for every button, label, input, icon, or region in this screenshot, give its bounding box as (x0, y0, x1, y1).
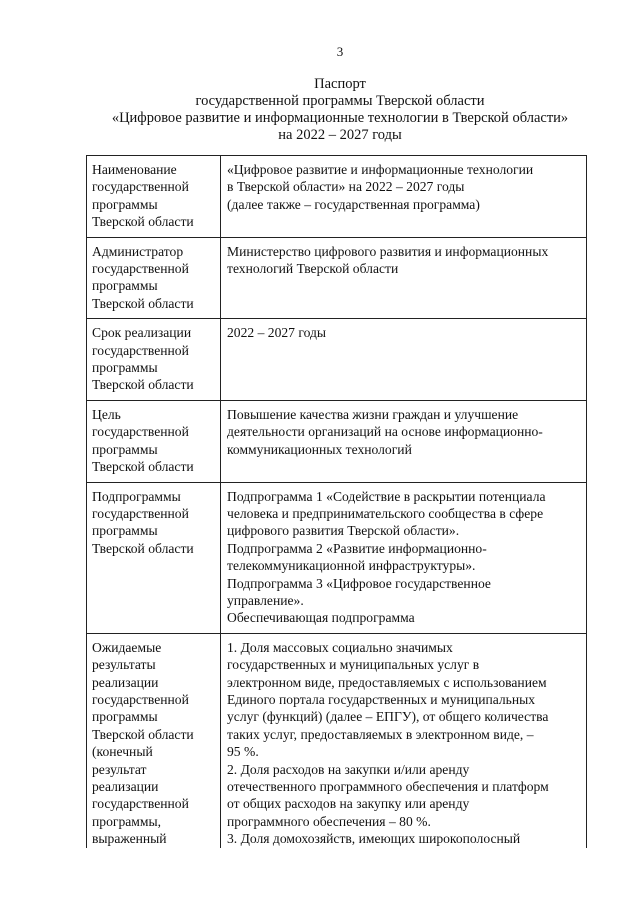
row-value-cell (221, 482, 587, 633)
value-line: Единого портала государственных и муниципальных (227, 691, 536, 707)
table-row (87, 400, 587, 482)
label-line: программы (92, 360, 158, 376)
label-line: (конечный (92, 744, 153, 760)
value-line: человека и предпринимательского сообщества в сфере (227, 505, 544, 521)
label-line: государственной (92, 505, 189, 521)
value-line: телекоммуникационной инфраструктуры». (227, 558, 476, 574)
label-line: программы (92, 441, 158, 457)
value-line: программного обеспечения – 80 %. (227, 813, 431, 829)
title-line: «Цифровое развитие и информационные технологии в Тверской области» (111, 110, 569, 126)
table-row (87, 156, 587, 238)
value-line: управление». (227, 592, 304, 608)
label-line: государственной (92, 179, 189, 195)
value-line: 1. Доля массовых социально значимых (227, 639, 453, 655)
table-row (87, 633, 587, 847)
value-line: Обеспечивающая подпрограмма (227, 610, 415, 626)
value-line: услуг (функций) (далее – ЕПГУ), от общего количества (227, 709, 549, 725)
value-line: таких услуг, предоставляемых в электронном виде, – (227, 726, 534, 742)
row-label-cell (87, 482, 221, 633)
passport-table (86, 155, 587, 848)
value-line: от общих расходов на закупку или аренду (227, 796, 470, 812)
label-line: программы (92, 523, 158, 539)
label-line: Цель (92, 406, 121, 422)
label-line: Тверской области (92, 295, 194, 311)
label-line: Наименование (92, 162, 177, 177)
value-line: отечественного программного обеспечения и платформ (227, 779, 549, 794)
label-line: Тверской области (92, 540, 194, 556)
document-title (0, 76, 640, 144)
value-line: государственных и муниципальных услуг в (227, 657, 480, 673)
label-line: Ожидаемые (92, 639, 162, 655)
label-line: государственной (92, 261, 189, 277)
value-line: Министерство цифрового развития и информационных (227, 243, 549, 259)
row-label-cell (87, 400, 221, 482)
row-label-cell (87, 319, 221, 401)
label-line: государственной (92, 424, 189, 440)
title-line: Паспорт (314, 76, 366, 92)
value-line: технологий Тверской области (227, 261, 399, 277)
label-line: результаты (92, 657, 156, 673)
row-value-cell (221, 237, 587, 319)
table-row (87, 319, 587, 401)
label-line: Подпрограммы (92, 488, 181, 504)
value-line: цифрового развития Тверской области». (227, 523, 460, 539)
value-line: Подпрограмма 3 «Цифровое государственное (227, 575, 491, 591)
label-line: реализации (92, 779, 159, 794)
value-line: 2022 – 2027 годы (227, 325, 327, 341)
label-line: выраженный (92, 831, 167, 847)
passport-table-body (87, 156, 587, 848)
label-line: Тверской области (92, 377, 194, 393)
label-line: государственной (92, 796, 189, 812)
row-value-cell (221, 633, 587, 847)
value-line: 2. Доля расходов на закупки и/или аренду (227, 761, 470, 777)
page-number: 3 (336, 44, 344, 59)
value-line: в Тверской области» на 2022 – 2027 годы (227, 179, 465, 195)
row-value-cell (221, 156, 587, 238)
label-line: Тверской области (92, 459, 194, 475)
table-row (87, 482, 587, 633)
label-line: Срок реализации (92, 325, 192, 341)
value-line: 3. Доля домохозяйств, имеющих широкополосный (227, 831, 521, 847)
value-line: деятельности организаций на основе информационно- (227, 424, 543, 440)
label-line: Администратор (92, 243, 184, 259)
row-label-cell (87, 633, 221, 847)
row-label-cell (87, 237, 221, 319)
label-line: государственной (92, 691, 189, 707)
title-line: государственной программы Тверской области (195, 93, 485, 109)
label-line: программы, (92, 813, 162, 829)
label-line: Тверской области (92, 214, 194, 230)
label-line: программы (92, 196, 158, 212)
title-line: на 2022 – 2027 годы (278, 127, 402, 143)
value-line: коммуникационных технологий (227, 441, 412, 457)
label-line: программы (92, 278, 158, 294)
table-row (87, 237, 587, 319)
row-value-cell (221, 400, 587, 482)
label-line: программы (92, 709, 158, 725)
value-line: «Цифровое развитие и информационные технологии (227, 162, 534, 177)
label-line: Тверской области (92, 726, 194, 742)
row-value-cell (221, 319, 587, 401)
row-label-cell (87, 156, 221, 238)
label-line: государственной (92, 342, 189, 358)
value-line: (далее также – государственная программа) (227, 196, 480, 212)
value-line: Подпрограмма 1 «Содействие в раскрытии потенциала (227, 488, 546, 504)
value-line: Повышение качества жизни граждан и улучшение (227, 406, 519, 422)
label-line: результат (92, 761, 147, 777)
value-line: 95 %. (227, 744, 259, 760)
value-line: электронном виде, предоставляемых с использованием (227, 674, 547, 690)
value-line: Подпрограмма 2 «Развитие информационно- (227, 540, 487, 556)
label-line: реализации (92, 674, 159, 690)
